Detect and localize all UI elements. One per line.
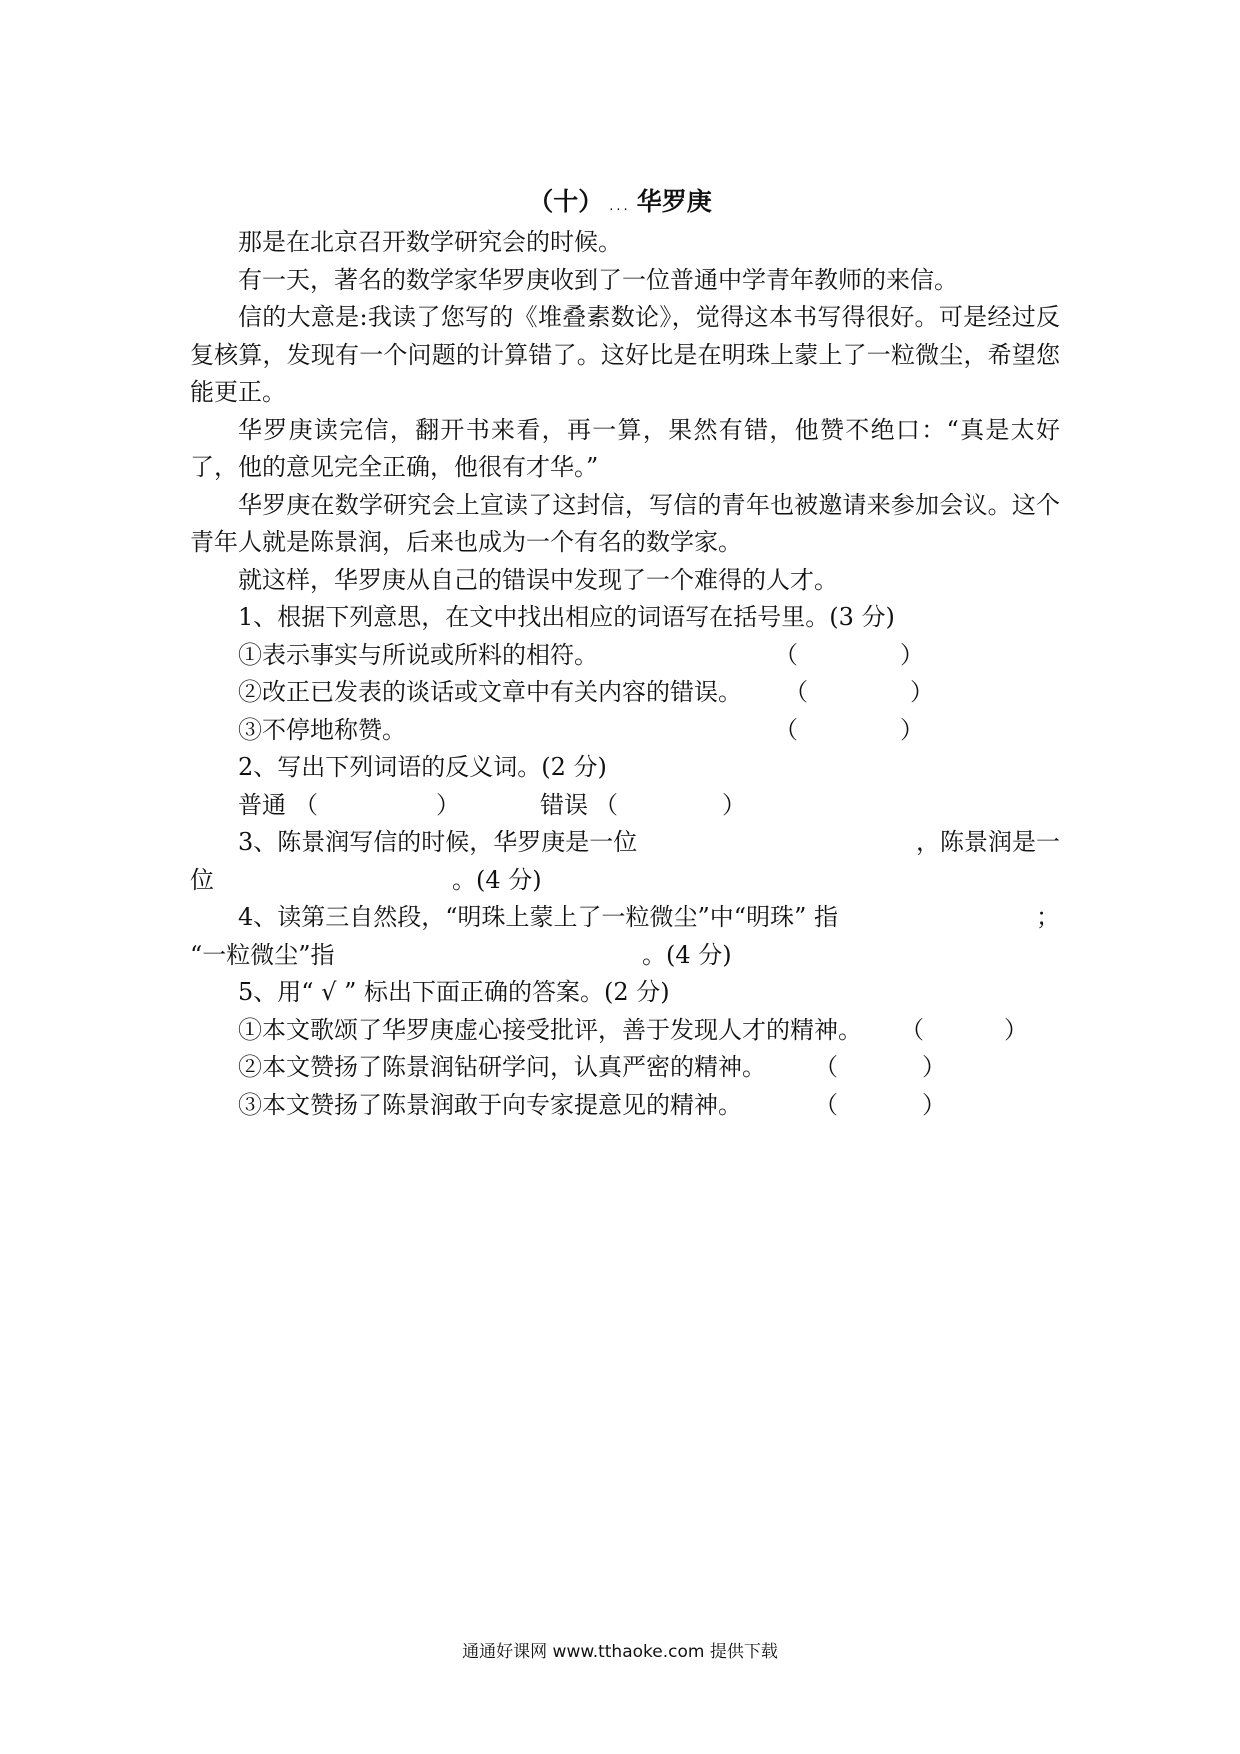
answer-blank[interactable]: （ ） — [294, 790, 460, 819]
title-number: （十） — [528, 187, 604, 216]
question-5-prompt: 5、用“ √ ” 标出下面正确的答案。(2 分) — [238, 978, 670, 1006]
answer-checkbox[interactable]: （ ） — [814, 1053, 946, 1081]
question-1-prompt: 1、根据下列意思，在文中找出相应的词语写在括号里。(3 分) — [238, 603, 895, 631]
question-1-item: ①表示事实与所说或所料的相符。 （ ） — [190, 637, 1060, 675]
passage-paragraph: 信的大意是:我读了您写的《堆叠素数论》，觉得这本书写得很好。可是经过反复核算，发现有一个问题的计算错了。这好比是在明珠上蒙上了一粒微尘，希望您能更正。 — [190, 303, 1060, 406]
passage-paragraph: 那是在北京召开数学研究会的时候。 — [238, 228, 622, 256]
passage-paragraph: 有一天，著名的数学家华罗庚收到了一位普通中学青年教师的来信。 — [238, 265, 958, 294]
answer-blank[interactable]: （ ） — [774, 640, 924, 669]
antonym-word-2: 错误 — [540, 790, 588, 819]
question-3-line-2: 位 。(4 分) — [190, 865, 542, 894]
question-4-line-2: “一粒微尘”指 。(4 分) — [190, 940, 732, 969]
question-5-item: ③本文赞扬了陈景润敢于向专家提意见的精神。 （ ） — [190, 1087, 1060, 1125]
question-5-item: ①本文歌颂了华罗庚虚心接受批评，善于发现人才的精神。 （ ） — [190, 1012, 1060, 1050]
worksheet-body — [190, 224, 1060, 1124]
title-dots: ... — [609, 199, 631, 214]
question-2-prompt: 2、写出下列词语的反义词。(2 分) — [238, 753, 607, 781]
question-3-line-1: 3、陈景润写信的时候，华罗庚是一位 ，陈景润是一 — [238, 828, 1060, 856]
passage-paragraph: 就这样，华罗庚从自己的错误中发现了一个难得的人才。 — [238, 565, 838, 594]
title-name: 华罗庚 — [636, 187, 712, 216]
passage-paragraph: 华罗庚读完信，翻开书来看，再一算，果然有错，他赞不绝口：“真是太好了，他的意见完全正确，他很有才华。” — [190, 415, 1060, 481]
question-1-item: ③不停地称赞。 （ ） — [190, 712, 1060, 750]
question-1-item: ②改正已发表的谈话或文章中有关内容的错误。 （ ） — [190, 674, 1060, 712]
antonym-word-1: 普通 — [238, 790, 286, 819]
answer-blank[interactable]: （ ） — [594, 790, 746, 819]
passage-paragraph: 华罗庚在数学研究会上宣读了这封信，写信的青年也被邀请来参加会议。这个青年人就是陈景润，后来也成为一个有名的数学家。 — [190, 490, 1060, 556]
answer-blank[interactable]: （ ） — [774, 715, 924, 744]
page-title — [0, 186, 1240, 223]
question-2-answers — [190, 787, 1060, 825]
answer-blank[interactable]: （ ） — [784, 678, 934, 706]
question-5-item: ②本文赞扬了陈景润钻研学问，认真严密的精神。 （ ） — [190, 1049, 1060, 1087]
answer-checkbox[interactable]: （ ） — [900, 1015, 1028, 1044]
answer-checkbox[interactable]: （ ） — [814, 1090, 946, 1119]
page-footer: 通通好课网 www.tthaoke.com 提供下载 — [462, 1642, 778, 1662]
question-4-line-1: 4、读第三自然段，“明珠上蒙上了一粒微尘”中“明珠” 指 ； — [238, 903, 1060, 931]
